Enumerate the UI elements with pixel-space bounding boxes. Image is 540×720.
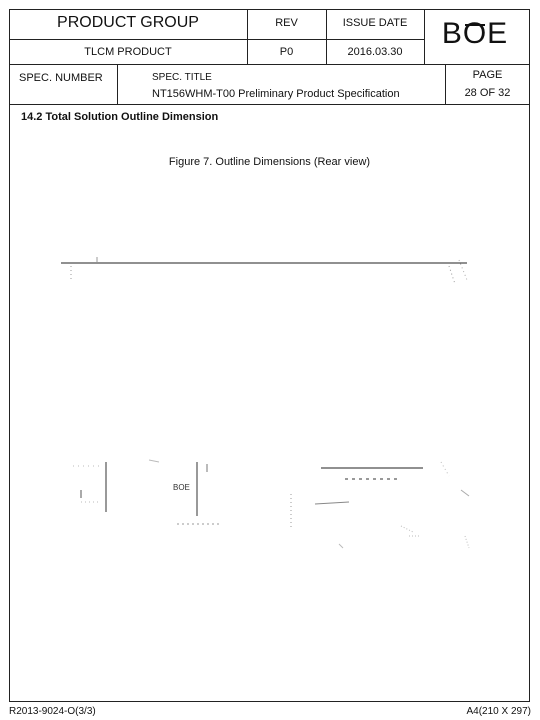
page-number: 28 OF 32 <box>464 87 511 99</box>
issue-date-label: ISSUE DATE <box>342 17 408 29</box>
rev-value: P0 <box>279 46 294 58</box>
title-block-bottom-border <box>9 104 530 105</box>
section-title: 14.2 Total Solution Outline Dimension <box>21 111 219 123</box>
form-number: R2013-9024-O(3/3) <box>9 706 96 717</box>
header-row-divider <box>9 39 424 40</box>
outline-drawing <box>9 240 530 560</box>
figure-caption: Figure 7. Outline Dimensions (Rear view) <box>168 156 371 168</box>
spec-number-label: SPEC. NUMBER <box>19 72 103 84</box>
tlcm-product-label: TLCM PRODUCT <box>84 46 172 58</box>
header-bottom-border <box>9 64 530 65</box>
spec-title-value: NT156WHM-T00 Preliminary Product Specification <box>152 88 400 100</box>
col-divider-spec <box>117 64 118 104</box>
spec-title-label: SPEC. TITLE <box>152 72 212 83</box>
issue-date-value: 2016.03.30 <box>347 46 403 58</box>
product-group-label: PRODUCT GROUP <box>57 14 199 31</box>
rev-label: REV <box>275 17 298 29</box>
col-divider-3 <box>424 9 425 64</box>
paper-size: A4(210 X 297) <box>466 706 531 717</box>
boe-logo-bar <box>465 24 485 26</box>
drawing-logo: BOE <box>173 483 190 492</box>
boe-logo: BOE <box>441 17 509 50</box>
page-label: PAGE <box>472 69 503 81</box>
